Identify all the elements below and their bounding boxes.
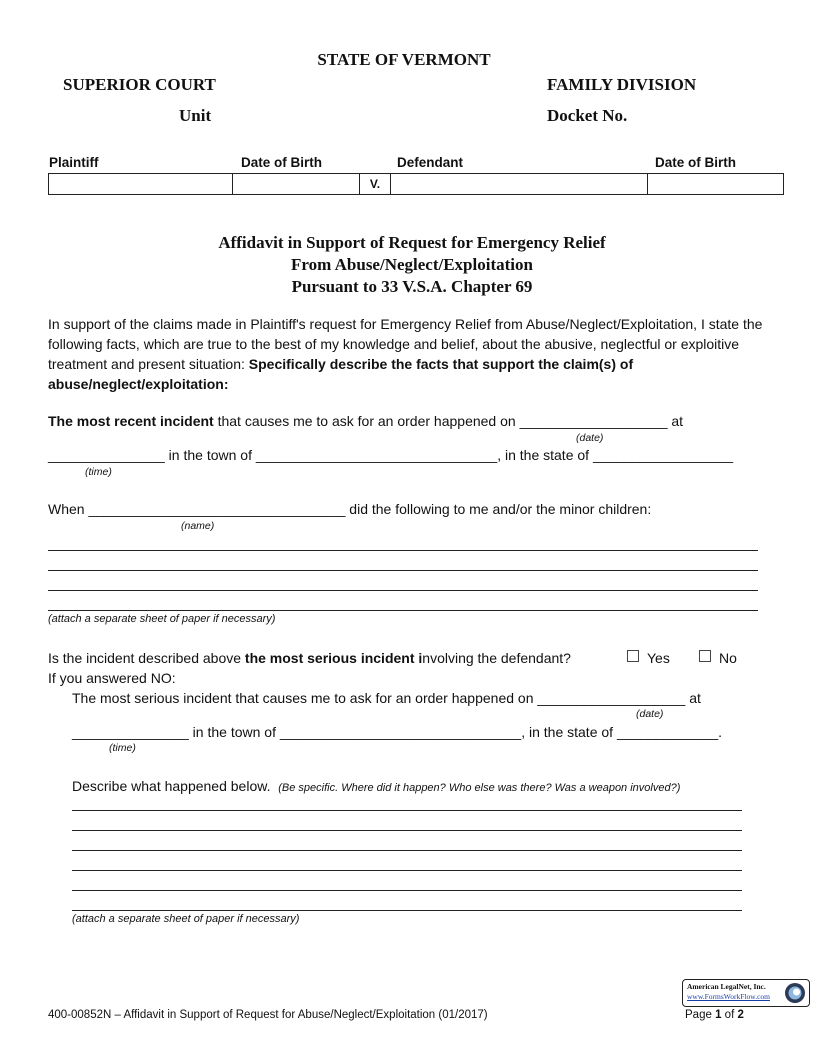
legalnet-logo[interactable] [682, 979, 810, 1007]
no-option[interactable] [699, 648, 737, 668]
court-name: SUPERIOR COURT [63, 75, 216, 94]
logo-company: American LegalNet, Inc. [687, 982, 766, 991]
name-caption: (name) [181, 520, 215, 532]
yes-option[interactable] [627, 648, 670, 668]
serious-date-caption: (date) [636, 708, 664, 720]
answer-line[interactable] [48, 570, 758, 571]
describe-label: Describe what happened below. [72, 778, 271, 794]
page-word: Page [685, 1009, 712, 1021]
serious-question-post: nvolving the defendant? [422, 650, 571, 666]
logo-url[interactable]: www.FormsWorkFlow.com [687, 992, 771, 1001]
recent-date-caption: (date) [576, 432, 604, 444]
serious-incident-line: The most serious incident that causes me to ask for an order happened on ___________________ at [72, 690, 701, 706]
describe-note: (Be specific. Where did it happen? Who else was there? Was a weapon involved?) [278, 782, 681, 794]
yes-checkbox[interactable] [627, 650, 639, 662]
answer-line[interactable] [72, 850, 742, 851]
page-number: 1 [715, 1009, 722, 1021]
plaintiff-dob-field[interactable] [233, 174, 360, 195]
serious-location-line: _______________ in the town of _______________________________, in the state of _____________. [72, 724, 723, 740]
defendant-field[interactable] [391, 174, 648, 195]
defendant-label: Defendant [397, 155, 464, 170]
logo-emblem-icon [784, 982, 806, 1004]
no-label: No [719, 650, 737, 666]
page-total: 2 [737, 1009, 744, 1021]
parties-table [48, 173, 784, 195]
plaintiff-field[interactable] [49, 174, 233, 195]
recent-incident-line [48, 411, 683, 431]
answer-line[interactable] [48, 550, 758, 551]
unit-label: Unit [179, 106, 212, 125]
when-line: When _________________________________ did the following to me and/or the minor children: [48, 501, 652, 517]
intro-instruction: Specifically describe the facts that support the claim(s) of abuse/neglect/exploitation: [48, 356, 634, 392]
page-of: of [724, 1009, 735, 1021]
form-title-line-3: Pursuant to 33 V.S.A. Chapter 69 [291, 277, 533, 296]
serious-question-pre: Is the incident described above [48, 650, 245, 666]
answer-line[interactable] [72, 810, 742, 811]
recent-time-caption: (time) [85, 466, 112, 478]
division-name: FAMILY DIVISION [547, 75, 697, 94]
serious-question-bold: the most serious incident i [244, 650, 423, 666]
answer-line[interactable] [48, 610, 758, 611]
no-checkbox[interactable] [699, 650, 711, 662]
intro-paragraph [48, 314, 770, 394]
answer-line[interactable] [48, 590, 758, 591]
answer-line[interactable] [72, 890, 742, 891]
recent-location-line: _______________ in the town of _______________________________, in the state of __________________ [48, 447, 734, 463]
if-no-label: If you answered NO: [48, 670, 176, 686]
recent-incident-lead: The most recent incident [48, 413, 214, 429]
serious-time-caption: (time) [109, 742, 136, 754]
answer-line[interactable] [72, 870, 742, 871]
state-title: STATE OF VERMONT [317, 50, 491, 69]
intro-text: In support of the claims made in Plaintiff's request for Emergency Relief from Abuse/Neglect/Exploitation, I state the following facts, which are true to the best of my knowledge and belief, about the abusive, neglectful or exploitive treatment and present situation: [48, 316, 763, 372]
attach-note: (attach a separate sheet of paper if necessary) [48, 613, 276, 625]
form-number: 400-00852N – Affidavit in Support of Request for Abuse/Neglect/Exploitation (01/2017) [48, 1009, 488, 1021]
form-title-line-1: Affidavit in Support of Request for Emergency Relief [218, 233, 606, 252]
answer-line[interactable] [72, 910, 742, 911]
defendant-dob-field[interactable] [648, 174, 784, 195]
plaintiff-label: Plaintiff [49, 155, 99, 170]
form-title-line-2: From Abuse/Neglect/Exploitation [291, 255, 533, 274]
page-indicator [685, 1009, 744, 1021]
describe-line [72, 776, 680, 798]
versus-label: V. [360, 174, 391, 195]
docket-label: Docket No. [547, 106, 628, 125]
plaintiff-dob-label: Date of Birth [241, 155, 322, 170]
answer-line[interactable] [72, 830, 742, 831]
defendant-dob-label: Date of Birth [655, 155, 736, 170]
recent-incident-text: that causes me to ask for an order happened on ___________________ at [213, 413, 684, 429]
serious-question [48, 648, 571, 668]
yes-label: Yes [647, 650, 670, 666]
attach-note: (attach a separate sheet of paper if necessary) [72, 913, 300, 925]
